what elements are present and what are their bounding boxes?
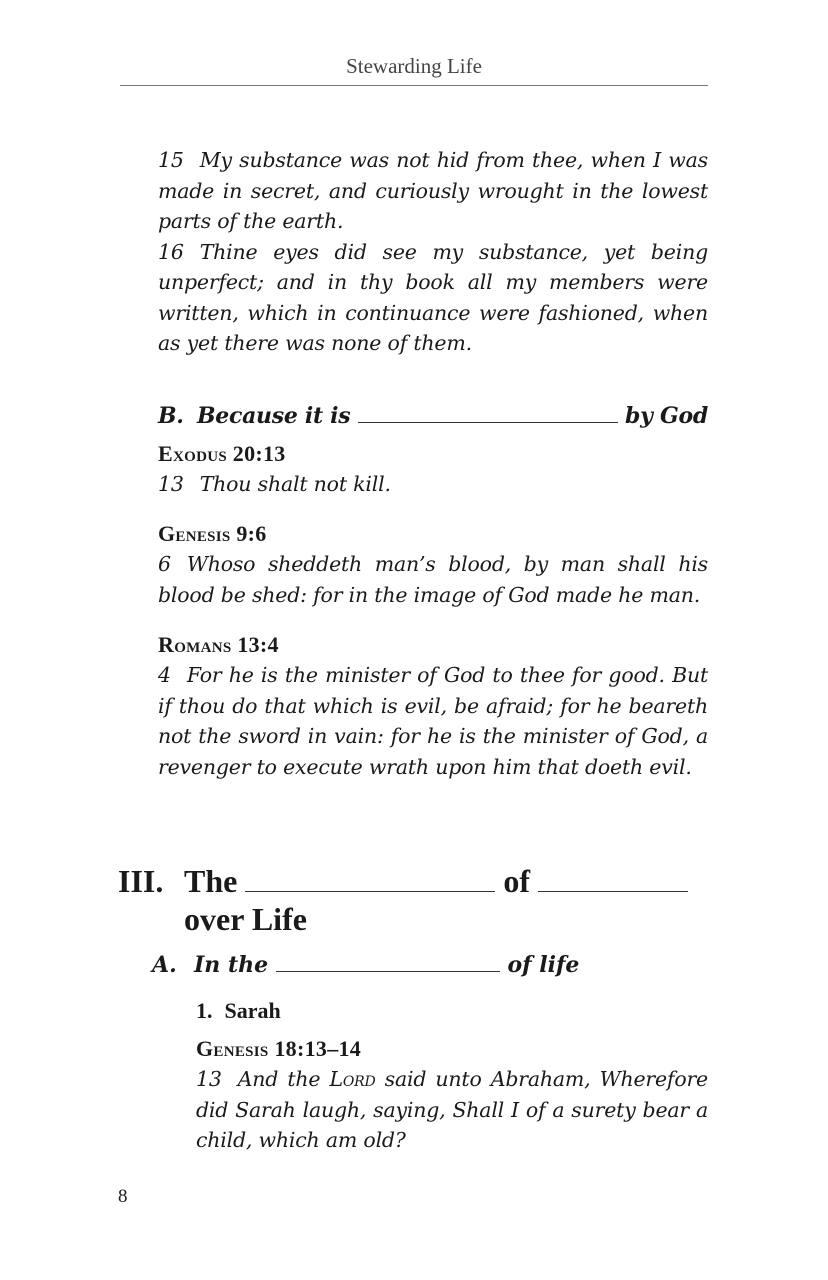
verse-text: Thine eyes did see my substance, yet being unperfect; and in thy book all my members were written, which in continuance were fashioned, when as yet there was none of them.	[158, 239, 708, 355]
verse-psalm-15	[158, 145, 708, 237]
verse-exodus	[158, 469, 708, 500]
verse-genesis-18	[196, 1064, 708, 1156]
section-iii-line2: over Life	[184, 901, 307, 937]
item-1-content	[196, 1036, 708, 1156]
item-1-number: 1.	[196, 998, 213, 1023]
verse-text: Whoso sheddeth man’s blood, by man shall his blood be shed: for in the image of God made he man.	[158, 552, 708, 607]
verse-number: 4	[158, 663, 171, 687]
verse-number: 15	[158, 148, 184, 172]
scripture-reference: Genesis 18:13–14	[196, 1036, 362, 1061]
verse-romans	[158, 660, 708, 782]
section-iii-word1: The	[184, 863, 238, 899]
verse-number: 13	[196, 1067, 222, 1091]
section-a-letter: A.	[152, 952, 177, 978]
fill-in-blank[interactable]	[245, 890, 495, 892]
verse-text-b: said unto Abraham, Wherefore did Sarah laugh, saying, Shall I of a surety bear a child, which am old?	[196, 1067, 708, 1152]
verse-number: 16	[158, 239, 184, 264]
section-a-after: of life	[507, 952, 580, 978]
fill-in-blank[interactable]	[538, 890, 688, 892]
verse-text: My substance was not hid from thee, when I was made in secret, and curiously wrought in the lowest parts of the earth.	[158, 148, 708, 233]
fill-in-blank[interactable]	[358, 421, 618, 423]
section-b-after: by God	[625, 402, 708, 429]
verse-number: 6	[158, 552, 171, 576]
scripture-reference: Genesis 9:6	[158, 521, 267, 546]
verse-psalm-16	[158, 237, 708, 359]
section-a-before: In the	[194, 952, 269, 978]
section-b-heading	[158, 403, 708, 429]
section-iii-heading	[118, 862, 688, 938]
item-1-heading	[196, 998, 281, 1024]
section-iii-word2: of	[503, 863, 530, 899]
running-header: Stewarding Life	[120, 54, 708, 86]
fill-in-blank[interactable]	[276, 970, 500, 972]
verse-genesis-9	[158, 549, 708, 610]
item-1-label: Sarah	[224, 998, 281, 1023]
page-number: 8	[118, 1186, 128, 1207]
verse-text-a: And the	[237, 1067, 321, 1091]
section-b-before: Because it is	[197, 402, 351, 429]
verse-text: For he is the minister of God to thee for good. But if thou do that which is evil, be afraid; for he beareth not the sword in vain: for he is the minister of God, a revenger to execute wrath upon him that doeth evil.	[158, 663, 708, 779]
scripture-reference: Romans 13:4	[158, 632, 279, 657]
section-b-letter: B.	[158, 402, 184, 429]
verse-number: 13	[158, 471, 184, 496]
section-iii-numeral: III.	[118, 863, 164, 899]
main-content	[158, 145, 708, 782]
verse-text: Thou shalt not kill.	[199, 471, 391, 496]
scripture-reference: Exodus 20:13	[158, 440, 286, 466]
section-a-heading	[152, 952, 712, 978]
verse-lord: Lord	[329, 1067, 376, 1091]
